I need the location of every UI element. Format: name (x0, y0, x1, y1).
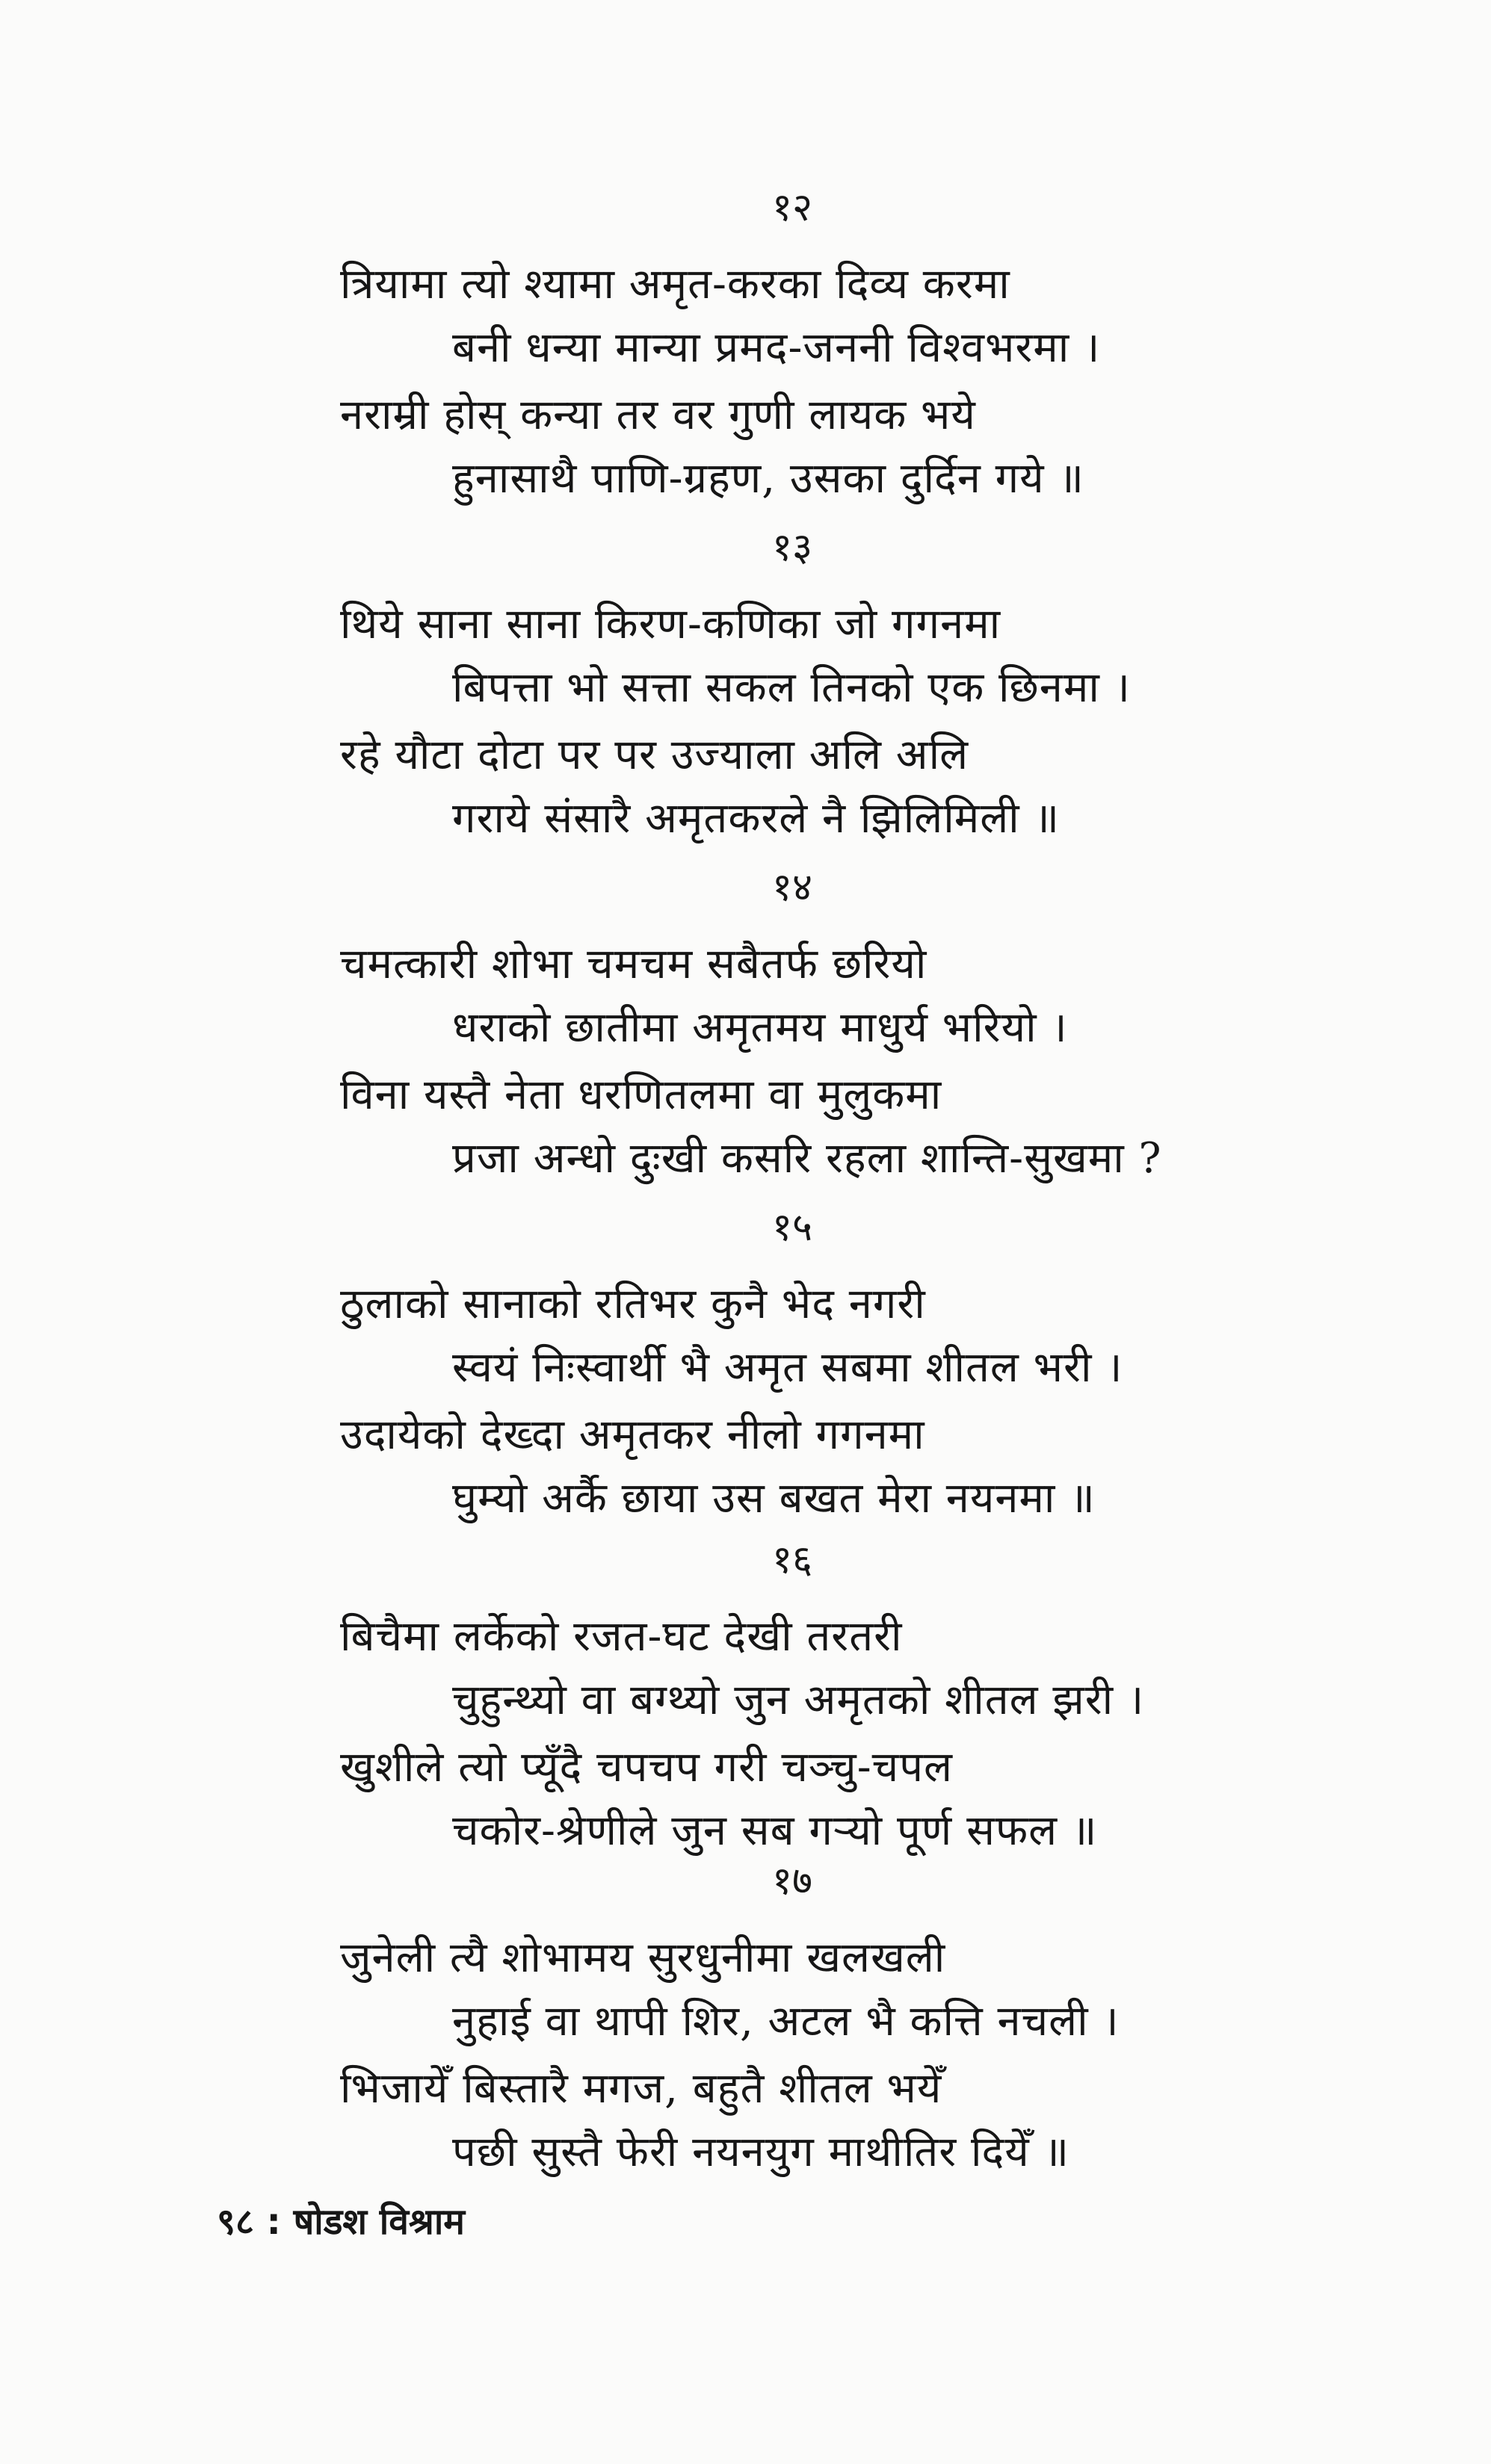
verse-line: रहे यौटा दोटा पर पर उज्याला अलि अलि (340, 731, 969, 779)
stanza-number: १२ (771, 185, 813, 230)
verse-line: गराये संसारै अमृतकरले नै झिलिमिली ॥ (452, 794, 1061, 843)
verse-line: नुहाई वा थापी शिर, अटल भै कत्ति नचली । (452, 1997, 1120, 2046)
verse-line: ठुलाको सानाको रतिभर कुनै भेद नगरी (340, 1280, 926, 1328)
verse-line: बिपत्ता भो सत्ता सकल तिनको एक छिनमा । (452, 663, 1131, 712)
page-footer (217, 2197, 465, 2245)
verse-line: भिजायेँ बिस्तारै मगज, बहुतै शीतल भयेँ (340, 2064, 942, 2113)
verse-line: बनी धन्या मान्या प्रमद-जननी विश्वभरमा । (452, 324, 1101, 372)
verse-line: स्वयं निःस्वार्थी भै अमृत सबमा शीतल भरी । (452, 1343, 1123, 1392)
verse-line: खुशीले त्यो प्यूँदै चपचप गरी चञ्चु-चपल (340, 1743, 953, 1792)
verse-line: चमत्कारी शोभा चमचम सबैतर्फ छरियो (340, 940, 927, 988)
verse-line: विना यस्तै नेता धरणितलमा वा मुलुकमा (340, 1071, 942, 1119)
verse-line: नराम्री होस् कन्या तर वर गुणी लायक भये (340, 391, 976, 439)
verse-line: धराको छातीमा अमृतमय माधुर्य भरियो । (452, 1003, 1068, 1052)
verse-line: त्रियामा त्यो श्यामा अमृत-करका दिव्य करमा (340, 260, 1010, 309)
stanza-number: १६ (771, 1538, 813, 1582)
verse-line: चुहुन्थ्यो वा बग्थ्यो जुन अमृतको शीतल झरी । (452, 1676, 1145, 1724)
verse-line: बिचैमा लर्केको रजत-घट देखी तरतरी (340, 1612, 903, 1661)
stanza-number: १७ (771, 1859, 813, 1904)
verse-line: प्रजा अन्धो दुःखी कसरि रहला शान्ति-सुखमा ? (452, 1134, 1162, 1183)
verse-line: थिये साना साना किरण-कणिका जो गगनमा (340, 600, 1001, 648)
footer-separator: : (266, 2201, 281, 2243)
page-number: ९८ (217, 2201, 254, 2243)
stanza-number: १५ (771, 1205, 813, 1250)
verse-line: उदायेको देख्दा अमृतकर नीलो गगनमा (340, 1411, 925, 1459)
stanza-number: १४ (771, 865, 813, 910)
verse-line: हुनासाथै पाणि-ग्रहण, उसका दुर्दिन गये ॥ (452, 454, 1084, 503)
verse-line: घुम्यो अर्कै छाया उस बखत मेरा नयनमा ॥ (452, 1474, 1096, 1523)
verse-line: पछी सुस्तै फेरी नयनयुग माथीतिर दियेँ ॥ (452, 2128, 1070, 2176)
stanza-number: १३ (771, 525, 813, 570)
verse-line: चकोर-श्रेणीले जुन सब गर्‍यो पूर्ण सफल ॥ (452, 1807, 1098, 1855)
book-title: षोडश विश्राम (293, 2201, 466, 2243)
verse-line: जुनेली त्यै शोभामय सुरधुनीमा खलखली (340, 1934, 946, 1982)
